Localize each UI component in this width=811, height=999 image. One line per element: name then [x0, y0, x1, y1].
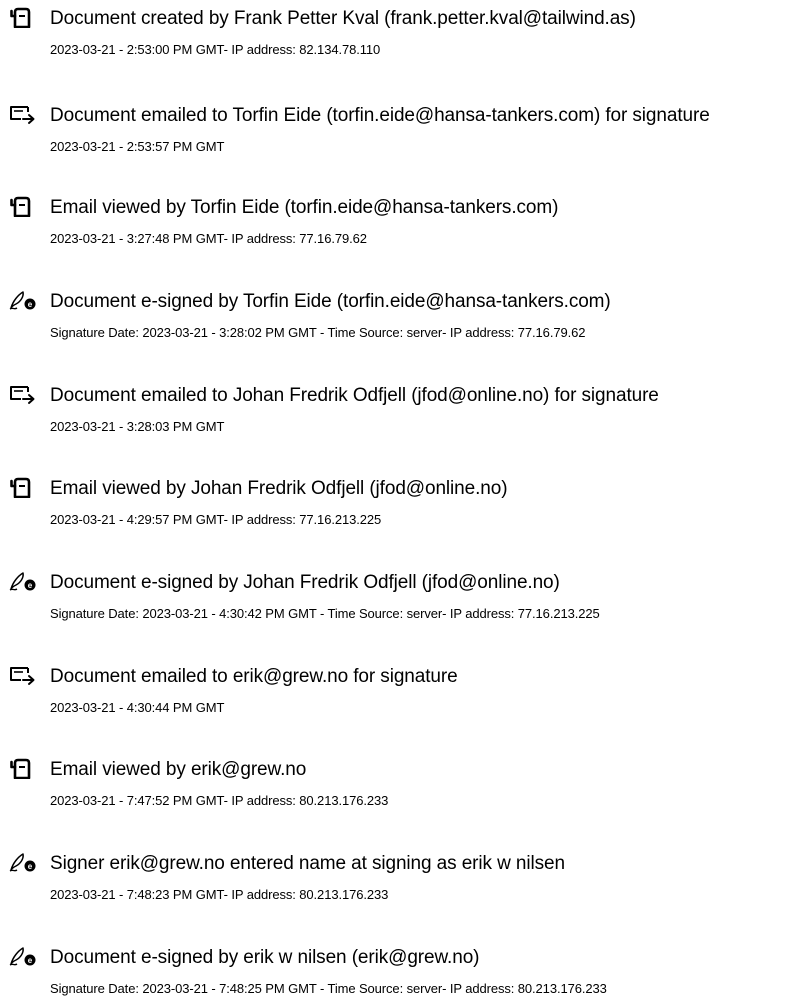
document-icon: [8, 757, 38, 779]
audit-event: [0, 470, 811, 530]
audit-event: [0, 658, 811, 718]
event-timestamp: 2023-03-21 - 3:28:03 PM GMT: [50, 419, 225, 434]
event-title: Document emailed to erik@grew.no for signature: [50, 666, 458, 687]
event-timestamp: 2023-03-21 - 3:27:48 PM GMT- IP address: 77.16.79.62: [50, 231, 367, 246]
event-title: Document emailed to Johan Fredrik Odfjell (jfod@online.no) for signature: [50, 385, 659, 406]
audit-event: [0, 97, 811, 157]
event-title: Document e-signed by Torfin Eide (torfin.eide@hansa-tankers.com): [50, 291, 611, 312]
event-timestamp: 2023-03-21 - 7:48:23 PM GMT- IP address: 80.213.176.233: [50, 887, 389, 902]
event-title: Document e-signed by erik w nilsen (erik@grew.no): [50, 947, 480, 968]
svg-text:e: e: [27, 956, 33, 965]
signature-pen-icon: [8, 851, 38, 873]
event-timestamp: Signature Date: 2023-03-21 - 3:28:02 PM GMT - Time Source: server- IP address: 77.16.79.62: [50, 325, 586, 340]
event-timestamp: 2023-03-21 - 2:53:57 PM GMT: [50, 139, 225, 154]
event-title: Signer erik@grew.no entered name at signing as erik w nilsen: [50, 853, 565, 874]
event-timestamp: 2023-03-21 - 4:29:57 PM GMT- IP address: 77.16.213.225: [50, 512, 382, 527]
audit-event: [0, 189, 811, 249]
email-sent-icon: [8, 103, 38, 125]
event-title: Document emailed to Torfin Eide (torfin.eide@hansa-tankers.com) for signature: [50, 105, 710, 126]
svg-text:e: e: [27, 300, 33, 309]
event-title: Email viewed by Johan Fredrik Odfjell (jfod@online.no): [50, 478, 508, 499]
document-icon: [8, 6, 38, 28]
event-timestamp: 2023-03-21 - 2:53:00 PM GMT- IP address: 82.134.78.110: [50, 42, 381, 57]
event-timestamp: Signature Date: 2023-03-21 - 7:48:25 PM GMT - Time Source: server- IP address: 80.213.176.233: [50, 981, 607, 996]
event-title: Email viewed by Torfin Eide (torfin.eide@hansa-tankers.com): [50, 197, 559, 218]
email-sent-icon: [8, 383, 38, 405]
audit-event: [0, 751, 811, 811]
signature-pen-icon: [8, 289, 38, 311]
document-icon: [8, 476, 38, 498]
audit-event: [0, 377, 811, 437]
audit-event: [0, 564, 811, 624]
signature-pen-icon: [8, 570, 38, 592]
event-title: Document created by Frank Petter Kval (frank.petter.kval@tailwind.as): [50, 8, 636, 29]
event-timestamp: Signature Date: 2023-03-21 - 4:30:42 PM GMT - Time Source: server- IP address: 77.16.213.225: [50, 606, 600, 621]
email-sent-icon: [8, 664, 38, 686]
document-icon: [8, 195, 38, 217]
event-timestamp: 2023-03-21 - 4:30:44 PM GMT: [50, 700, 225, 715]
svg-text:e: e: [27, 862, 33, 871]
audit-event: [0, 283, 811, 343]
event-title: Email viewed by erik@grew.no: [50, 759, 307, 780]
audit-event: [0, 0, 811, 60]
event-timestamp: 2023-03-21 - 7:47:52 PM GMT- IP address: 80.213.176.233: [50, 793, 389, 808]
audit-event: [0, 939, 811, 999]
event-title: Document e-signed by Johan Fredrik Odfjell (jfod@online.no): [50, 572, 560, 593]
svg-text:e: e: [27, 581, 33, 590]
signature-pen-icon: [8, 945, 38, 967]
audit-event: [0, 845, 811, 905]
